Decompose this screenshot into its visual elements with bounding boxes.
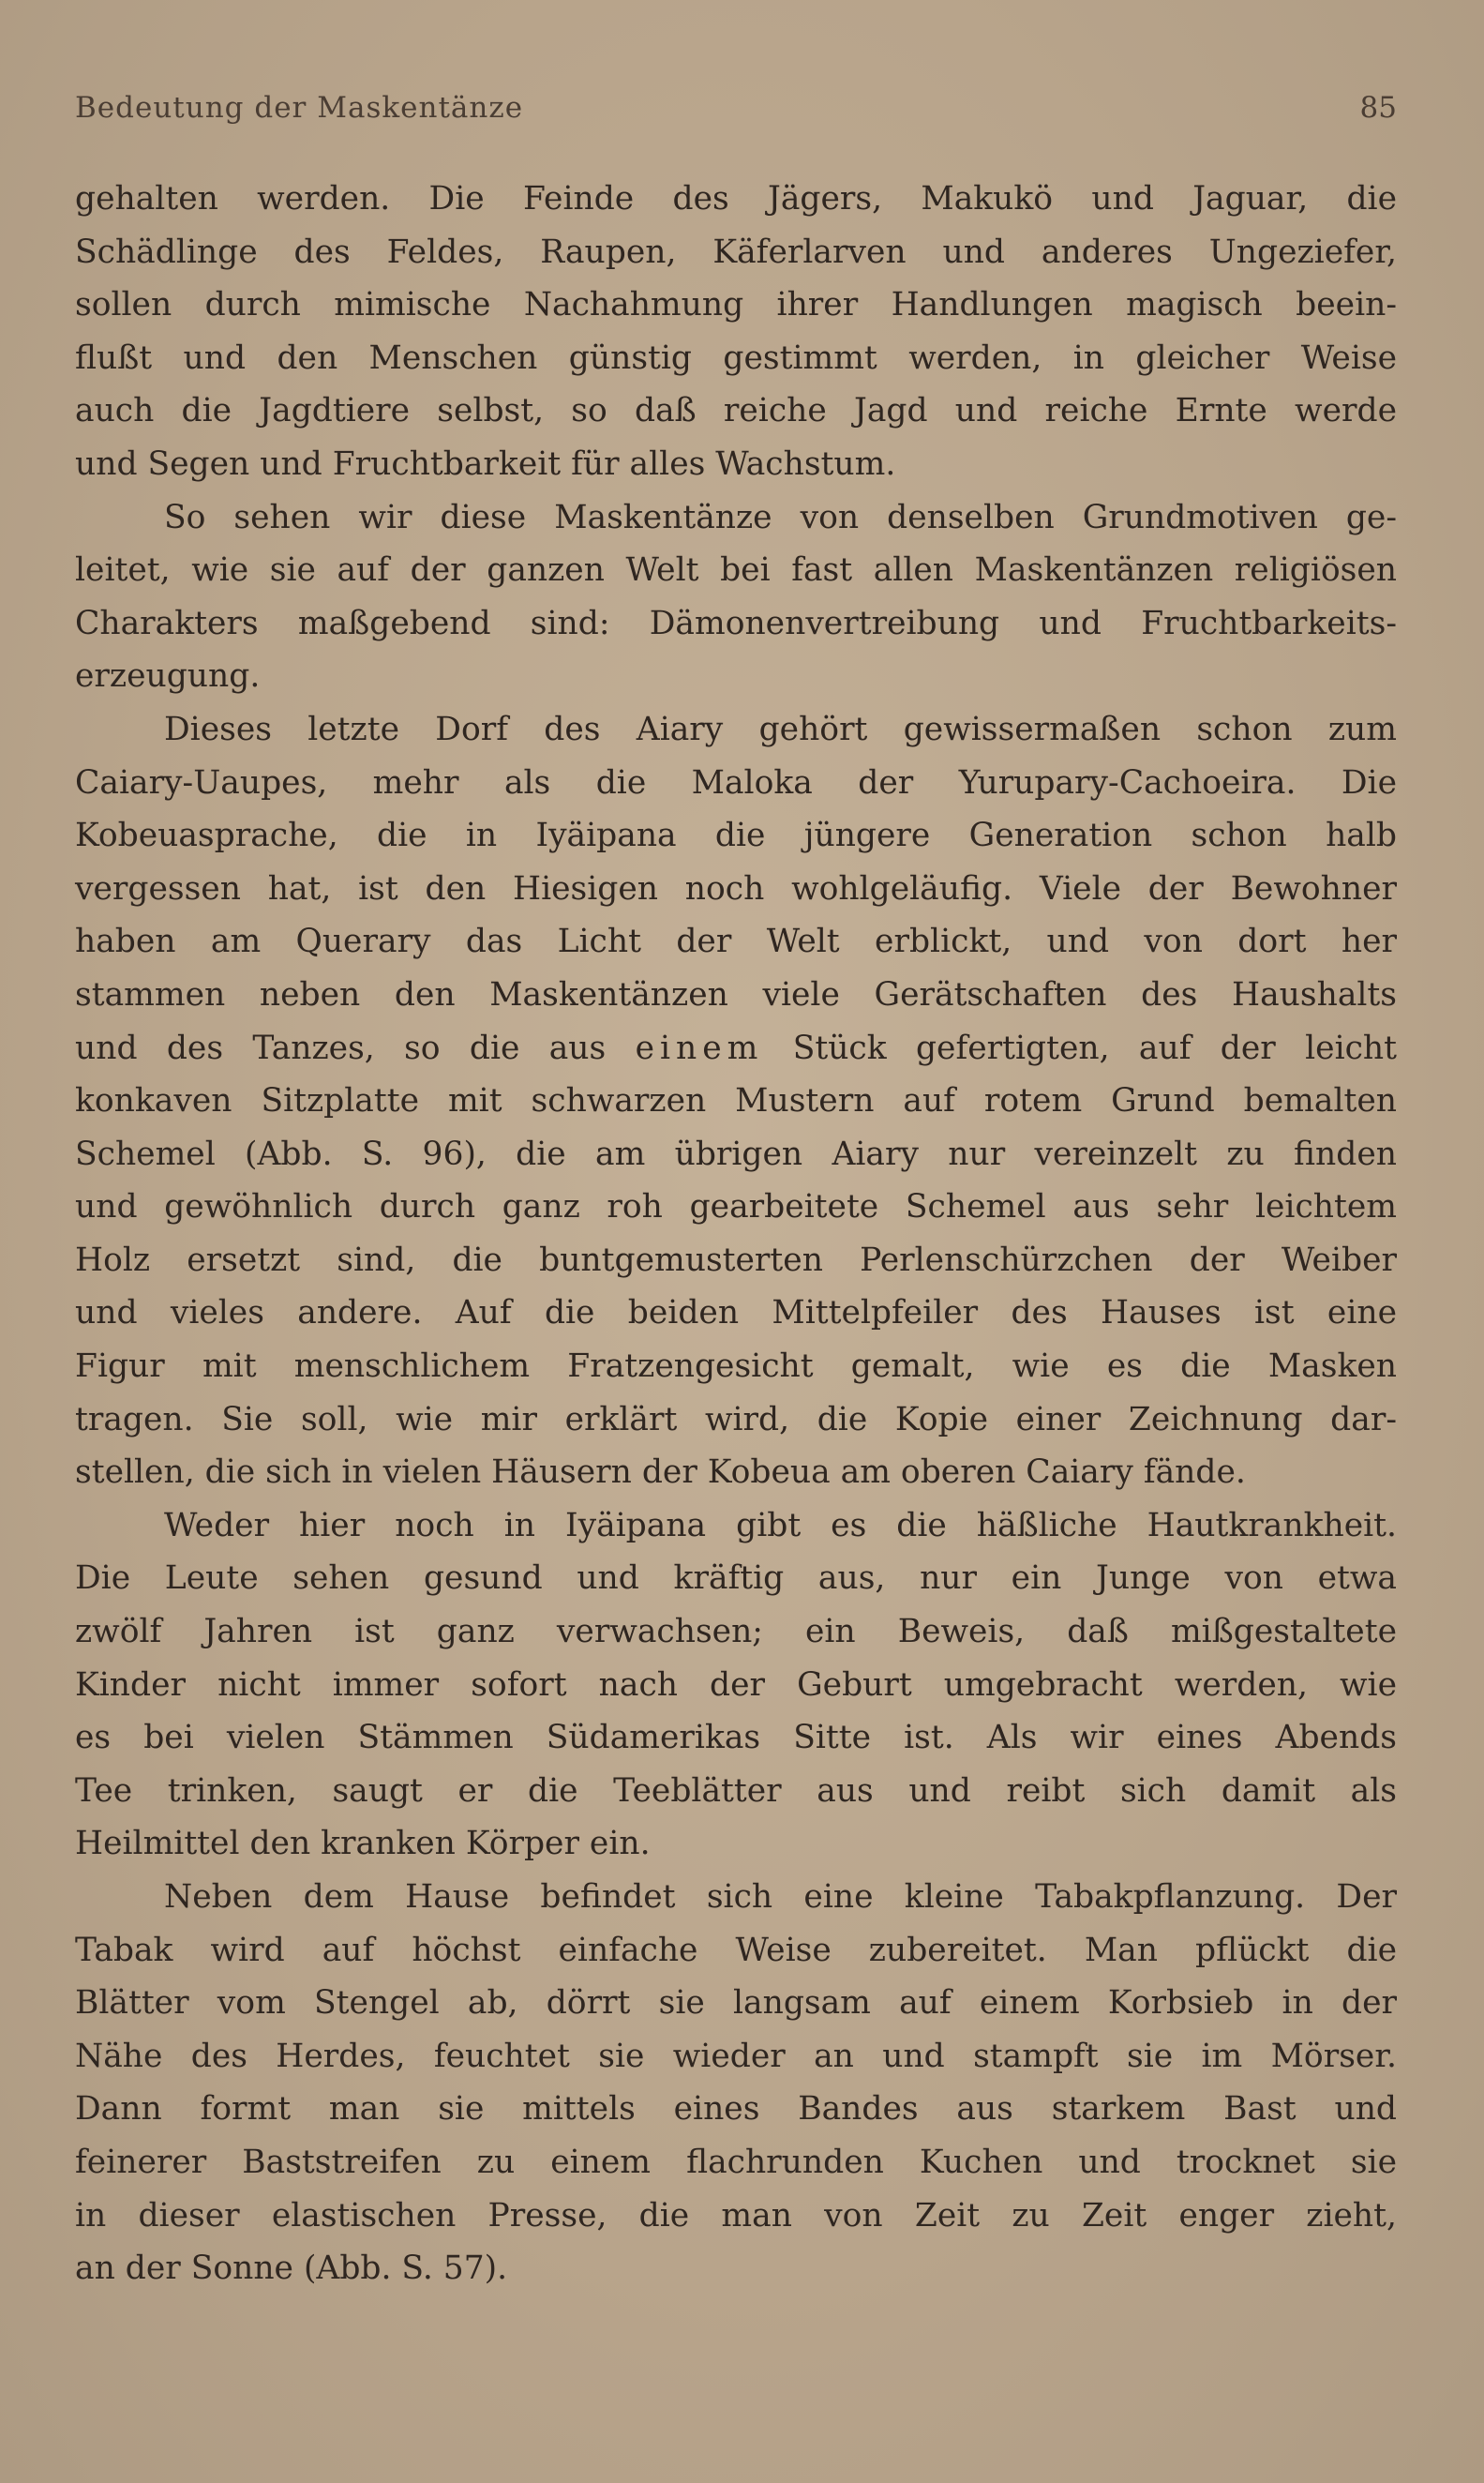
text-line: haben am Querary das Licht der Welt erblickt, und von dort her xyxy=(75,923,1397,961)
text-line: und gewöhnlich durch ganz roh gearbeitete Schemel aus sehr leichtem xyxy=(75,1188,1397,1226)
text-line: Figur mit menschlichem Fratzengesicht gemalt, wie es die Masken xyxy=(75,1347,1397,1386)
text-line: es bei vielen Stämmen Südamerikas Sitte ist. Als wir eines Abends xyxy=(75,1719,1397,1757)
text-line: Die Leute sehen gesund und kräftig aus, nur ein Junge von etwa xyxy=(75,1559,1397,1598)
text-line: auch die Jagdtiere selbst, so daß reiche Jagd und reiche Ernte werde xyxy=(75,392,1397,430)
text-line: vergessen hat, ist den Hiesigen noch wohlgeläufig. Viele der Bewohner xyxy=(75,869,1397,908)
text-line: flußt und den Menschen günstig gestimmt werden, in gleicher Weise xyxy=(75,339,1397,377)
text-line: Weder hier noch in Iyäipana gibt es die häßliche Hautkrankheit. xyxy=(164,1506,1397,1544)
page-number: 85 xyxy=(1359,91,1397,125)
text-line: zwölf Jahren ist ganz verwachsen; ein Beweis, daß mißgestaltete xyxy=(75,1613,1397,1651)
text-line: erzeugung. xyxy=(75,657,261,696)
text-line: feinerer Baststreifen zu einem flachrunden Kuchen und trocknet sie xyxy=(75,2143,1397,2181)
running-title: Bedeutung der Maskentänze xyxy=(75,91,524,125)
text-line: Neben dem Hause befindet sich eine kleine Tabakpflanzung. Der xyxy=(164,1878,1397,1916)
text-line: Tee trinken, saugt er die Teeblätter aus und reibt sich damit als xyxy=(75,1771,1397,1810)
text-line: Caiary-Uaupes, mehr als die Maloka der Yurupary-Cachoeira. Die xyxy=(75,763,1397,802)
text-line: Schemel (Abb. S. 96), die am übrigen Aiary nur vereinzelt zu finden xyxy=(75,1135,1397,1173)
text-line: konkaven Sitzplatte mit schwarzen Mustern auf rotem Grund bemalten xyxy=(75,1082,1397,1121)
text-line: Tabak wird auf höchst einfache Weise zubereitet. Man pflückt die xyxy=(75,1931,1397,1969)
emphasized-word: einem xyxy=(635,1029,764,1067)
text-line: Nähe des Herdes, feuchtet sie wieder an und stampft sie im Mörser. xyxy=(75,2037,1397,2075)
text-line: Charakters maßgebend sind: Dämonenvertreibung und Fruchtbarkeits- xyxy=(75,604,1397,642)
text-line: tragen. Sie soll, wie mir erklärt wird, die Kopie einer Zeichnung dar- xyxy=(75,1400,1397,1438)
text-line: Dieses letzte Dorf des Aiary gehört gewissermaßen schon zum xyxy=(164,710,1397,748)
text-line: sollen durch mimische Nachahmung ihrer Handlungen magisch beein- xyxy=(75,286,1397,324)
page-header xyxy=(75,86,1397,129)
text-line: und vieles andere. Auf die beiden Mittelpfeiler des Hauses ist eine xyxy=(75,1294,1397,1332)
text-line: Kinder nicht immer sofort nach der Geburt umgebracht werden, wie xyxy=(75,1665,1397,1704)
text-line: in dieser elastischen Presse, die man von Zeit zu Zeit enger zieht, xyxy=(75,2196,1397,2235)
text-line: an der Sonne (Abb. S. 57). xyxy=(75,2250,508,2288)
text-line: leitet, wie sie auf der ganzen Welt bei fast allen Maskentänzen religiösen xyxy=(75,551,1397,590)
body-text xyxy=(75,173,1397,2295)
text-line: stellen, die sich in vielen Häusern der Kobeua am oberen Caiary fände. xyxy=(75,1453,1246,1492)
text-line: Schädlinge des Feldes, Raupen, Käferlarven und anderes Ungeziefer, xyxy=(75,233,1397,271)
text-line: Kobeuasprache, die in Iyäipana die jüngere Generation schon halb xyxy=(75,817,1397,855)
text-line: So sehen wir diese Maskentänze von denselben Grundmotiven ge- xyxy=(164,498,1397,536)
text-segment: Stück gefertigten, auf der leicht xyxy=(792,1029,1398,1067)
text-line: stammen neben den Maskentänzen viele Gerätschaften des Haushalts xyxy=(75,975,1397,1014)
text-line: und Segen und Fruchtbarkeit für alles Wachstum. xyxy=(75,444,896,483)
text-line-with-emphasis xyxy=(75,1022,1397,1076)
text-line: Dann formt man sie mittels eines Bandes aus starkem Bast und xyxy=(75,2090,1397,2129)
text-line: Blätter vom Stengel ab, dörrt sie langsam auf einem Korbsieb in der xyxy=(75,1984,1397,2023)
text-line: Heilmittel den kranken Körper ein. xyxy=(75,1825,651,1863)
text-line: gehalten werden. Die Feinde des Jägers, Makukö und Jaguar, die xyxy=(75,180,1397,218)
text-line: Holz ersetzt sind, die buntgemusterten Perlenschürzchen der Weiber xyxy=(75,1241,1397,1279)
text-segment: und des Tanzes, so die aus xyxy=(75,1029,607,1067)
